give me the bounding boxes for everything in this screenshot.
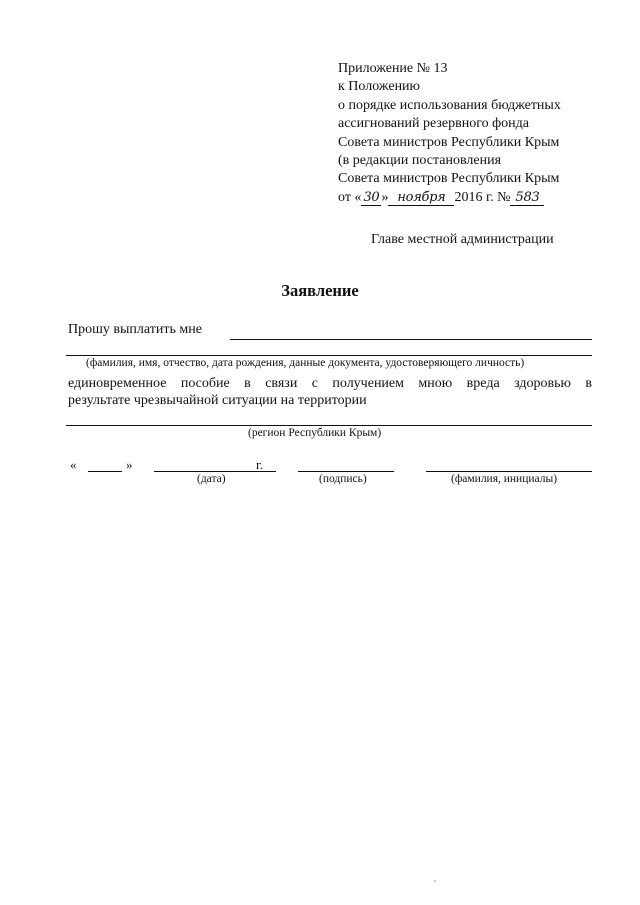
annex-line-2: к Положению xyxy=(338,79,421,95)
name-initials-line[interactable] xyxy=(426,471,592,472)
quote-open: « xyxy=(70,457,77,472)
annex-line-5: Совета министров Республики Крым xyxy=(338,134,560,150)
annex-line-4: ассигнований резервного фонда xyxy=(338,116,530,132)
caption-signature: (подпись) xyxy=(319,473,367,485)
caption-region: (регион Республики Крым) xyxy=(248,427,382,439)
region-line[interactable] xyxy=(66,425,592,426)
annex-line-6: (в редакции постановления xyxy=(338,153,502,169)
recipient-name-line[interactable] xyxy=(230,339,592,340)
annex-line-3: о порядке использования бюджетных xyxy=(338,97,561,113)
addressee: Главе местной администрации xyxy=(371,232,554,247)
date-year-text: 2016 г. № xyxy=(454,189,511,205)
scan-speck xyxy=(434,880,436,882)
year-suffix: г. xyxy=(256,457,264,472)
handwritten-day: 30 xyxy=(361,190,381,206)
annex-line-7: Совета министров Республики Крым xyxy=(338,171,560,187)
annex-header xyxy=(338,60,561,207)
person-details-line[interactable] xyxy=(66,355,592,356)
handwritten-month: ноября xyxy=(388,190,454,206)
caption-person: (фамилия, имя, отчество, дата рождения, данные документа, удостоверяющего личность) xyxy=(86,357,525,369)
body-line-1: единовременное пособие в связи с получением мною вреда здоровью в xyxy=(68,376,592,391)
handwritten-number: 583 xyxy=(510,190,544,206)
caption-date: (дата) xyxy=(197,473,226,485)
document-title: Заявление xyxy=(281,281,359,300)
date-day-close: » xyxy=(381,189,389,205)
caption-name: (фамилия, инициалы) xyxy=(451,473,558,485)
day-line[interactable] xyxy=(88,471,122,472)
body-line-2: результате чрезвычайной ситуации на территории xyxy=(68,393,367,408)
date-prefix: от « xyxy=(338,189,362,205)
quote-close: » xyxy=(126,457,133,472)
annex-date-line xyxy=(338,189,561,207)
signature-line[interactable] xyxy=(298,471,394,472)
annex-line-1: Приложение № 13 xyxy=(338,61,448,76)
request-label: Прошу выплатить мне xyxy=(68,322,202,337)
